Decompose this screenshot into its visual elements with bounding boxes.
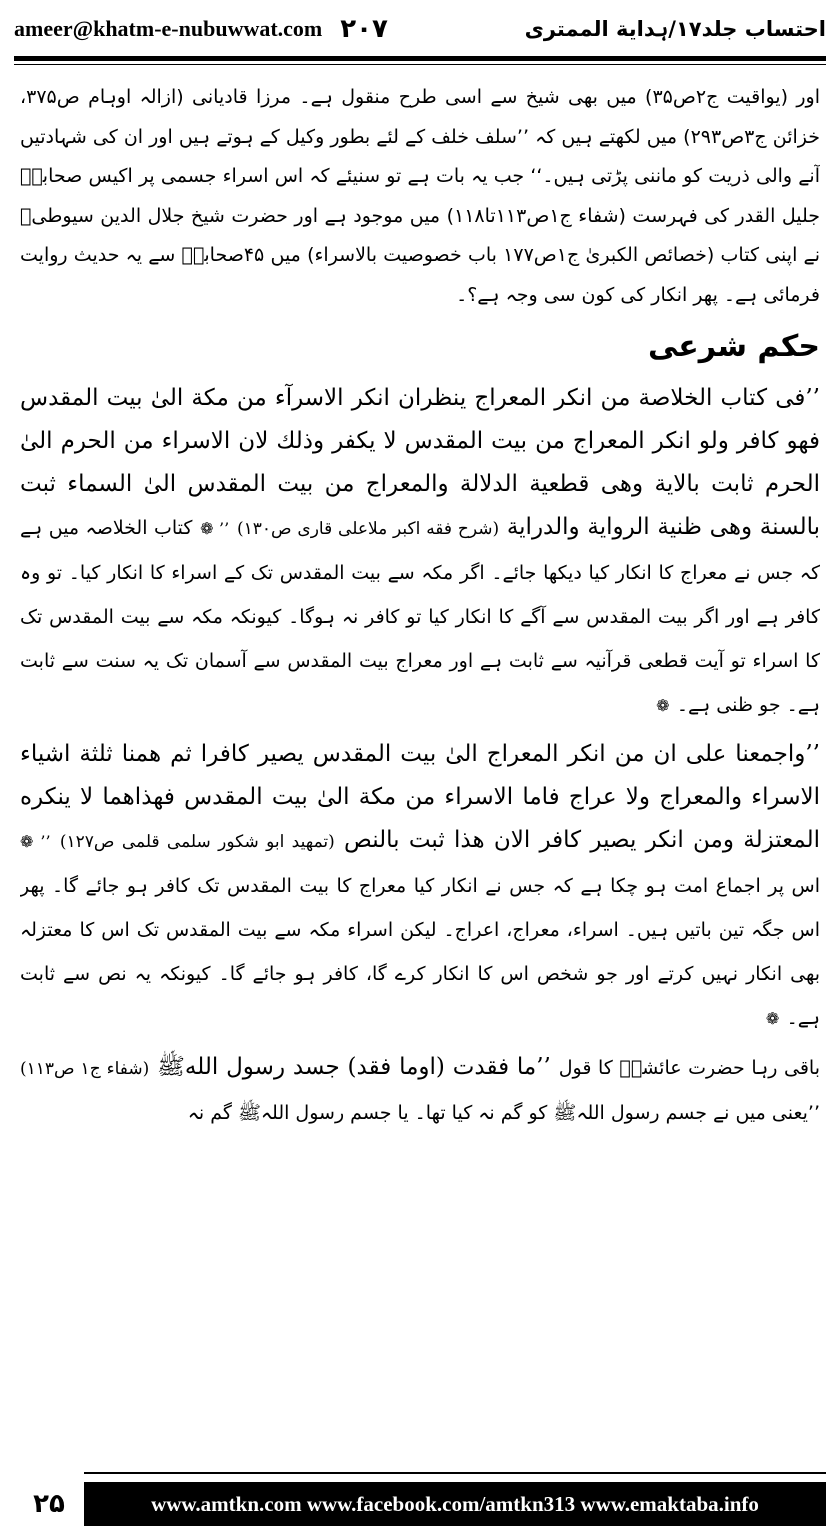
header-book-title: احتساب جلد۱۷/ہدایة الممتری bbox=[524, 17, 826, 41]
closing-paragraph bbox=[20, 1046, 820, 1135]
arabic-quote-1-reference: (شرح فقه اکبر ملاعلی قاری ص۱۳۰) bbox=[236, 519, 500, 539]
arabic-quote-2-reference: (تمهید ابو شکور سلمی قلمی ص۱۲۷) bbox=[59, 832, 335, 852]
ornament-close-icon: ❁ bbox=[656, 696, 670, 715]
header-page-number: ۲۰۷ bbox=[340, 14, 388, 44]
page-footer bbox=[14, 1480, 826, 1528]
header-rule-thin bbox=[14, 64, 826, 65]
header-email: ameer@khatm-e-nubuwwat.com bbox=[14, 16, 323, 41]
intro-paragraph: اور (یواقیت ج۲ص۳۵) میں بھی شیخ سے اسی طرح منقول ہے۔ مرزا قادیانی (ازالہ اوہام ص۳۷۵، خزائن ج۳ص۲۹۳) میں لکھتے ہیں کہ ’’سلف خلف کے لئے بطور وکیل کے ہوتے ہیں اور ان کی شہادتیں آنے والی ذریت کو ماننی پڑتی ہیں۔‘‘ جب یہ بات ہے تو سنیئے کہ اس اسراء جسمی پر اکیس صحابہؓ جلیل القدر کی فہرست (شفاء ج۱ص۱۱۳تا۱۱۸) میں موجود ہے اور حضرت شیخ جلال الدین سیوطیؒ نے اپنی کتاب (خصائص الکبریٰ ج۱ص۱۷۷ باب خصوصیت بالاسراء) میں ۴۵صحابہؓ سے یہ حدیث روایت فرمائی ہے۔ پھر انکار کی کون سی وجہ ہے؟۔ bbox=[20, 86, 820, 306]
closing-lead: باقی رہا حضرت عائشہؓ کا قول bbox=[558, 1057, 820, 1079]
header-left-group bbox=[14, 14, 388, 44]
arabic-quote-2 bbox=[20, 733, 820, 1040]
closing-urdu-text: یعنی میں نے جسم رسول اللہﷺ کو گم نہ کیا تھا۔ یا جسم رسول اللہﷺ گم نہ bbox=[187, 1102, 808, 1124]
closing-arabic: ’’ما فقدت (اوما فقد) جسد رسول اللهﷺ bbox=[157, 1054, 551, 1080]
urdu-translation-2: اس پر اجماع امت ہو چکا ہے کہ جس نے انکار کیا معراج کا بیت المقدس تک کافر ہو جائے گا۔ پھر اس جگہ تین باتیں ہیں۔ اسراء، معراج، اعراج۔ لیکن اسراء مکہ سے بیت المقدس تک اس کا معتزلہ بھی انکار نہیں کرتے اور جو شخص اس کا انکار کرے گا، کافر ہو جائے گا۔ کیونکہ یہ نص سے ثابت ہے۔ bbox=[20, 875, 820, 1029]
header-rule-thick bbox=[14, 56, 826, 61]
urdu-translation-1: کتاب الخلاصہ میں ہے کہ جس نے معراج کا انکار کیا دیکھا جائے۔ اگر مکہ سے بیت المقدس تک کے اسراء کا انکار کیا۔ تو وہ کافر ہے اور اگر بیت المقدس سے آگے کا انکار کیا تو کافر نہ ہوگا۔ کیونکہ مکہ سے بیت المقدس تک کا اسراء تو آیت قطعی قرآنیہ سے ثابت ہے اور معراج بیت المقدس سے آسمان تک یہ سنت سے ثابت ہے۔ جو ظنی ہے۔ bbox=[20, 517, 820, 716]
ornament-open-icon: ’’ ❁ bbox=[20, 832, 51, 851]
ornament-open-icon: ’’ ❁ bbox=[200, 519, 230, 538]
closing-reference: (شفاء ج۱ ص۱۱۳) bbox=[20, 1059, 150, 1079]
arabic-quote-1-text: ’’فی کتاب الخلاصة من انکر المعراج ینظران انکر الاسرآء من مکة الیٰ بیت المقدس فهو کافر ولو انکر المعراج من بیت المقدس لا یکفر وذلك لان الاسراء من الحرم الیٰ الحرم ثابت بالایة وهی قطعیة الدلالة والمعراج من بیت المقدس الیٰ السماء ثبت بالسنة وهی ظنیة الروایة والدرایة bbox=[20, 385, 820, 540]
footer-page-number: ۲۵ bbox=[33, 1489, 65, 1519]
footer-rule bbox=[84, 1472, 826, 1474]
page-header bbox=[14, 6, 826, 52]
page-body bbox=[20, 78, 820, 1458]
section-heading: حکم شرعی bbox=[647, 329, 820, 364]
closing-urdu: ’’یعنی میں نے جسم رسول اللہﷺ کو گم نہ کیا تھا۔ یا جسم رسول اللہﷺ گم نہ bbox=[187, 1102, 820, 1124]
arabic-quote-2-text: ’’واجمعنا علی ان من انکر المعراج الیٰ بیت المقدس یصیر کافرا ثم همنا ثلثة اشیاء الاسراء والمعراج ولا عراج فاما الاسراء من مکة الیٰ بیت المقدس فهذاهما لا ینکره المعتزلة ومن انکر یصیر کافر الان هذا ثبت بالنص bbox=[20, 741, 820, 853]
ornament-close-icon: ❁ bbox=[765, 1009, 780, 1028]
footer-links[interactable]: www.amtkn.com www.facebook.com/amtkn313 www.emaktaba.info bbox=[84, 1482, 826, 1526]
arabic-quote-1 bbox=[20, 377, 820, 727]
